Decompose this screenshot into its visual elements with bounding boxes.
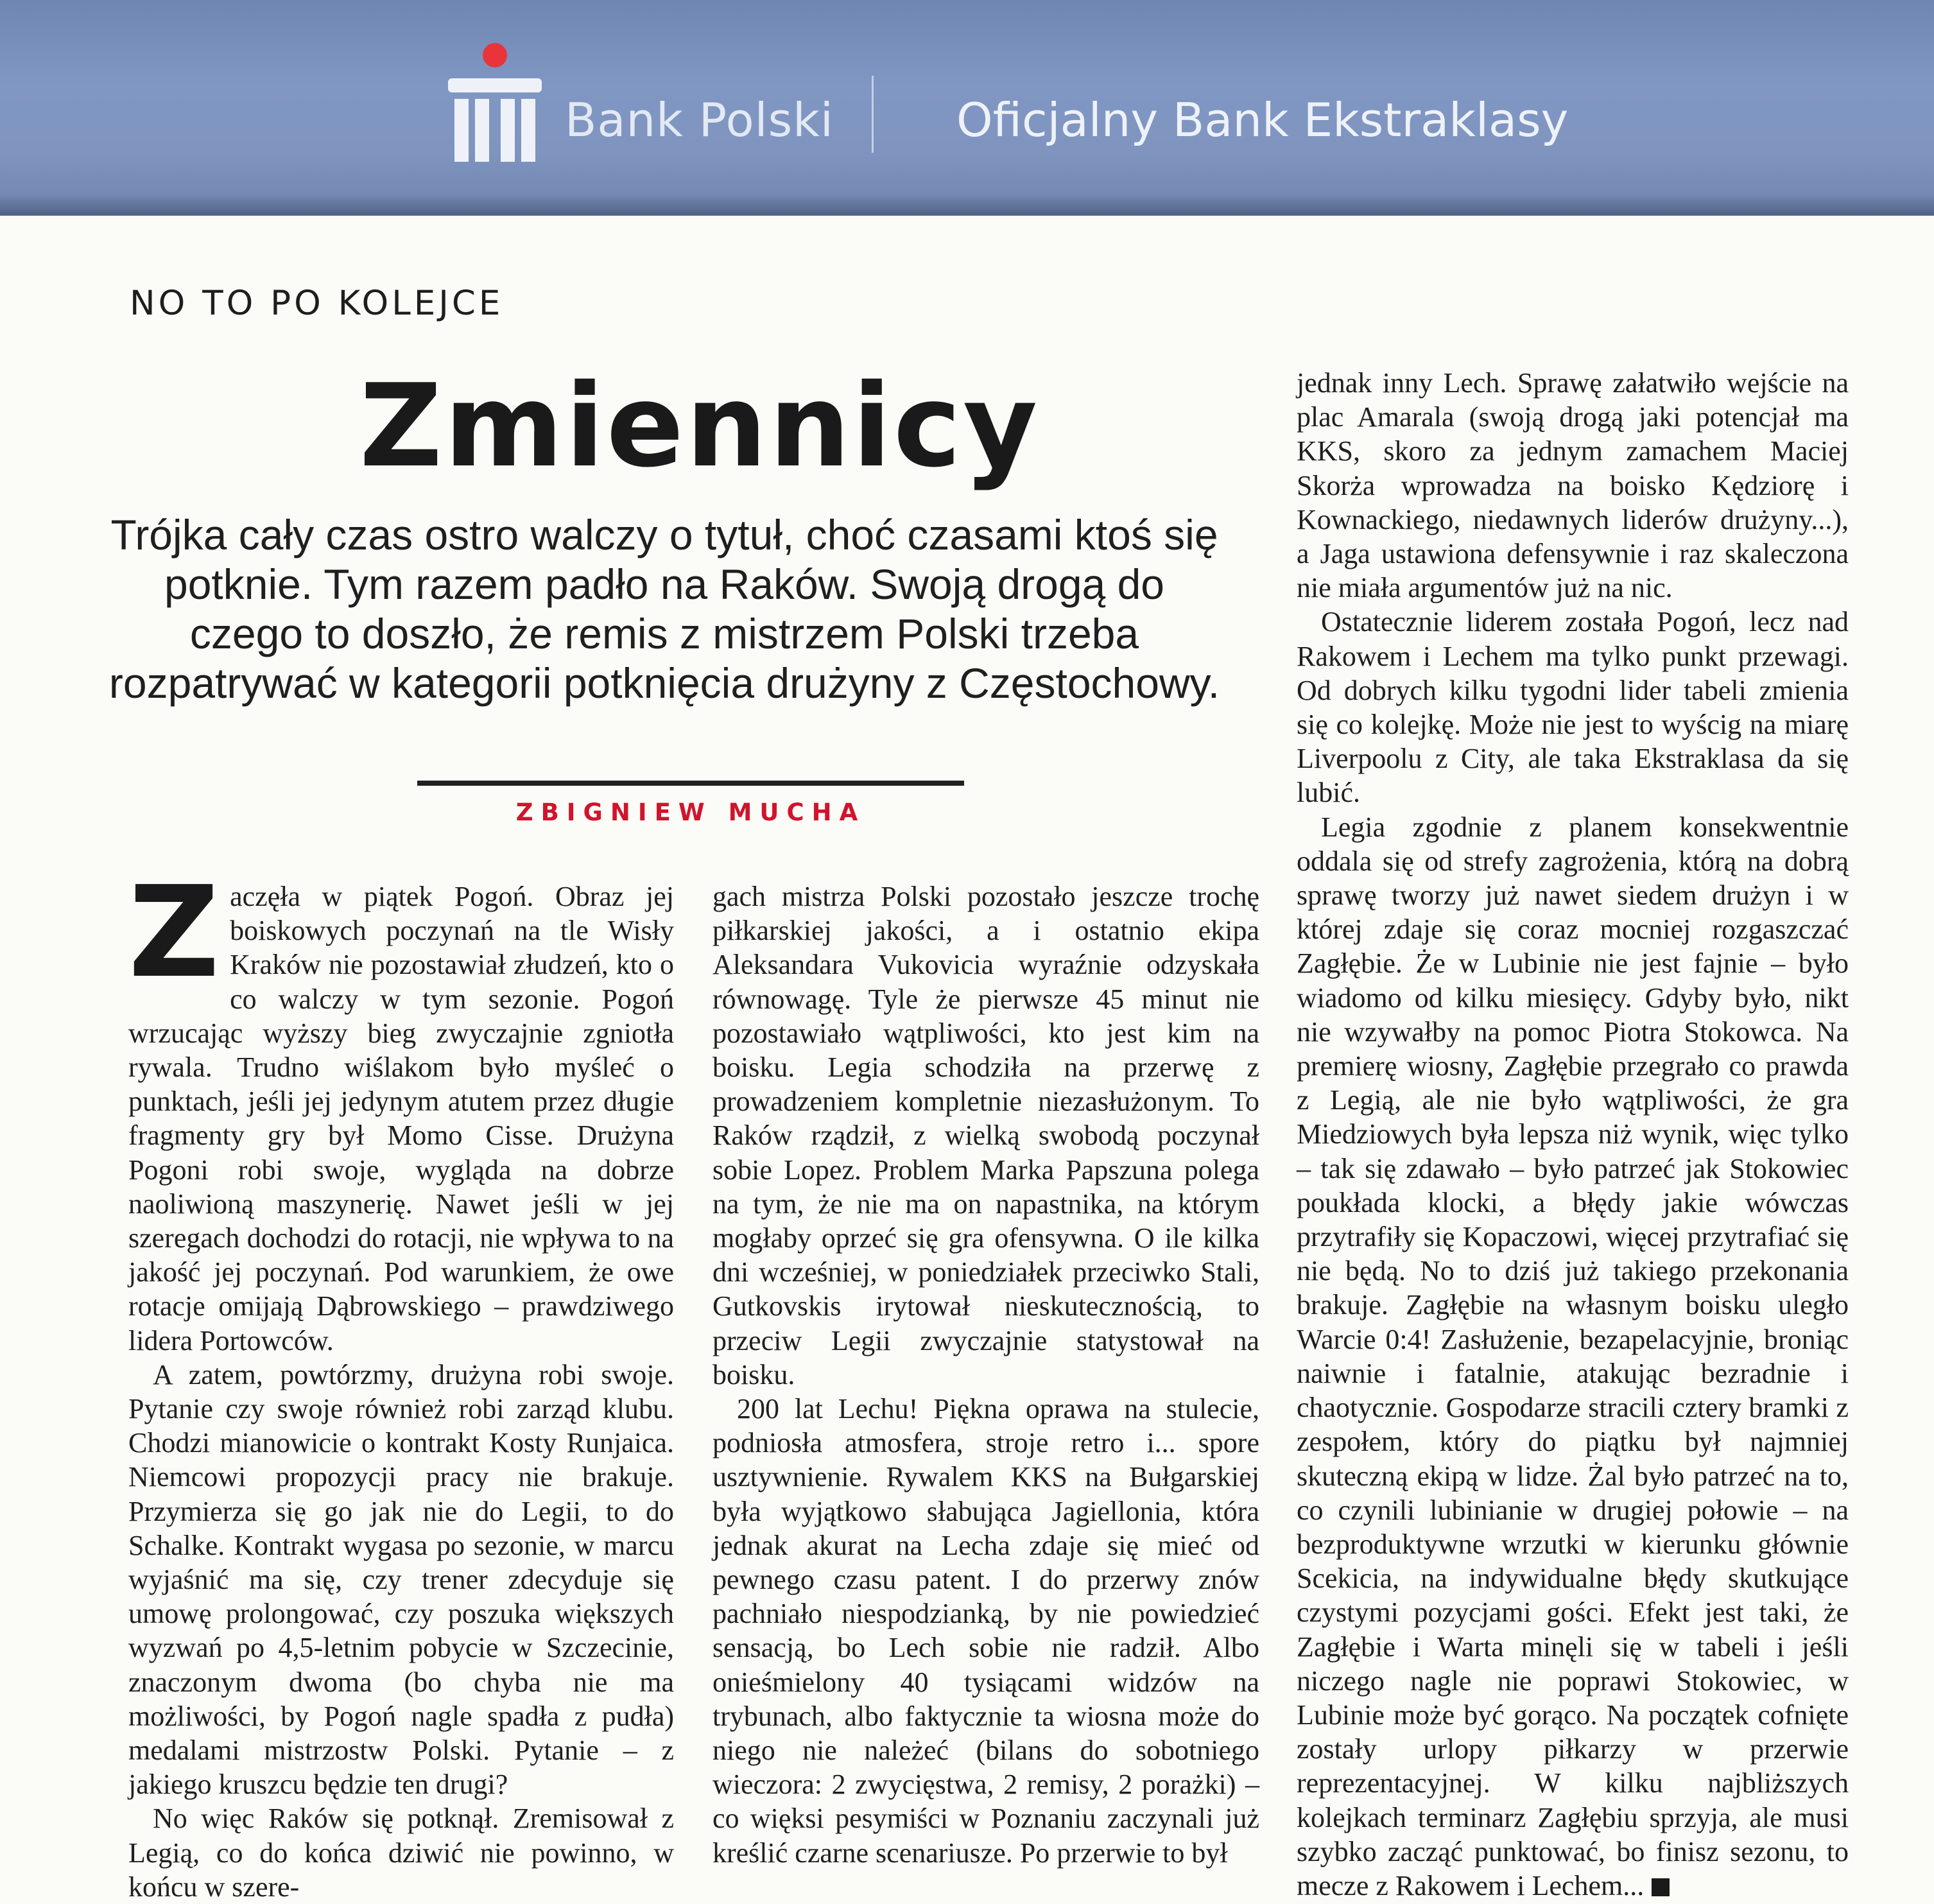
pko-logo-icon [444, 40, 546, 168]
paragraph: 200 lat Lechu! Piękna oprawa na stulecie, podniosła atmosfera, stroje retro i... spore usztywnienie. Rywalem KKS na Bułgarskiej była wyjątkowo słabująca Jagiellonia, która jednak akurat na Lecha zdaje się mieć od pewnego czasu patent. I do przerwy znów pachniało niespodzianką, by nie powiedzieć sensacją, bo Lech sobie nie radził. Albo onieśmielony 40 tysiącami widzów na trybunach, albo faktycznie ta wiosna może do niego nie należeć (bilans do sobotniego wieczora: 2 zwycięstwa, 2 remisy, 2 porażki) – co więksi pesymiści w Poznaniu zaczynali już kreślić czarne scenariusze. Po przerwie to był [712, 1393, 1259, 1869]
paragraph-text: Legia zgodnie z planem konsekwentnie oddala się od strefy zagrożenia, którą na dobrą sprawę tworzy już nawet siedem drużyn i w której zdaje się coraz mocniej rozgaszczać Zagłębie. Że w Lubinie nie jest fajnie – było wiadomo od kilku miesięcy. Gdyby było, nikt nie wzywałby na pomoc Piotra Stokowca. Na premierę wiosny, Zagłębie przegrało co prawda z Legią, ale nie było wątpliwości, że gra Miedziowych była lepsza niż wynik, więc tylko – tak się zdawało – było patrzeć jak Stokowiec poukłada klocki, a błędy jakie wówczas przytrafiły się Kopaczowi, więcej przytrafiać się nie będą. No to dziś już takiego przekonania brakuje. Zagłębie na własnym boisku uległo Warcie 0:4! Zasłużenie, bezapelacyjnie, broniąc naiwnie i fatalnie, atakując bezradnie i chaotycznie. Gospodarze stracili cztery bramki z zespołem, który do piątku był najmniej skuteczną ekipą w lidze. Żal było patrzeć na to, co czynili lubinianie w drugiej połowie – na bezproduktywne wrzutki w kierunku głównie Scekicia, na indywidualne błędy skutkujące czystymi pozycjami gości. Efekt jest taki, że Zagłębie i Warta minęli się w tabeli i jeśli niczego nagle nie poprawi Stokowiec, w Lubinie może być gorąco. Na początek cofnięte zostały urlopy piłkarzy w przerwie reprezentacyjnej. W kilku najbliższych kolejkach terminarz Zagłębiu sprzyja, ale musi szybko zacząć punktować, bo finisz sezonu, to mecze z Rakowem i Lechem... [1297, 811, 1849, 1901]
section-kicker: NO TO PO KOLEJCE [130, 284, 504, 323]
lead-divider [417, 781, 964, 786]
paragraph-text: aczęła w piątek Pogoń. Obraz jej boiskowych poczynań na tle Wisły Kraków nie pozostawiał złudzeń, kto o co walczy w tym sezonie. Pogoń wrzucając wyższy bieg zwyczajnie zgniotła rywala. Trudno wiślakom było myśleć o punktach, jeśli jej jedynym atutem przez długie fragmenty gry był Momo Cisse. Drużyna Pogoni robi swoje, wygląda na dobrze naoliwioną maszynerię. Nawet jeśli w jej szeregach dochodzi do rotacji, nie wpływa to na jakość jej poczynań. Pod warunkiem, że owe rotacje omijają Dąbrowskiego – prawdziwego lidera Portowców. [128, 881, 674, 1356]
article-column-3 [1297, 366, 1849, 1903]
end-of-article-icon [1652, 1878, 1670, 1896]
sponsor-banner [0, 0, 1934, 216]
paragraph: jednak inny Lech. Sprawę załatwiło wejście na plac Amarala (swoją drogą jaki potencjał ma KKS, skoro za jednym zamachem Maciej Skorża wprowadza na boisko Kędziorę i Kownackiego, niedawnych liderów drużyny...), a Jaga ustawiona defensywnie i raz skaleczona nie miała argumentów już na nic. [1297, 367, 1849, 604]
paragraph: A zatem, powtórzmy, drużyna robi swoje. Pytanie czy swoje również robi zarząd klubu. Chodzi mianowicie o kontrakt Kosty Runjaica. Niemcowi propozycji pracy nie brakuje. Przymierza się go jak nie do Legii, to do Schalke. Kontrakt wygasa po sezonie, w marcu wyjaśnić ma się, czy trener zdecyduje się umowę prolongować, czy poszuka większych wyzwań po 4,5-letnim pobycie w Szczecinie, znaczonym dwoma (bo chyba nie ma możliwości, by Pogoń nagle spadła z pudła) medalami mistrzostw Polski. Pytanie – z jakiego kruszcu będzie ten drugi? [128, 1358, 674, 1801]
bank-name: Bank Polski [565, 93, 834, 147]
paragraph: No więc Raków się potknął. Zremisował z Legią, co do końca dziwić nie powinno, w końcu w szere- [128, 1803, 674, 1903]
article-title: Zmiennicy [359, 359, 1040, 492]
banner-divider [872, 76, 874, 153]
article-lead: Trójka cały czas ostro walczy o tytuł, choć czasami ktoś się potknie. Tym razem padło na Raków. Swoją drogą do czego to doszło, że remis z mistrzem Polski trzeba rozpatrywać w kategorii potknięcia drużyny z Częstochowy. [108, 511, 1220, 707]
article-column-2 [712, 879, 1259, 1870]
drop-cap: Z [128, 860, 220, 1006]
paragraph: gach mistrza Polski pozostało jeszcze trochę piłkarskiej jakości, a i ostatnio ekipa Aleksandara Vukovicia wyraźnie odzyskała równowagę. Tyle że pierwsze 45 minut nie pozostawiało wątpliwości, kto jest kim na boisku. Legia schodziła na przerwę z prowadzeniem kompletnie niezasłużonym. To Raków rządził, z wielką swobodą poczynał sobie Lopez. Problem Marka Papszuna polega na tym, że nie ma on napastnika, na którym mogłaby oprzeć się gra ofensywna. O ile kilka dni wcześniej, w poniedziałek przeciwko Stali, Gutkovskis irytował nieskutecznością, to przeciw Legii zwyczajnie statystował na boisku. [712, 881, 1259, 1390]
paragraph: Ostatecznie liderem została Pogoń, lecz nad Rakowem i Lechem ma tylko punkt przewagi. Od dobrych kilku tygodni lider tabeli zmienia się co kolejkę. Może nie jest to wyścig na miarę Liverpoolu z City, ale taka Ekstraklasa da się lubić. [1297, 606, 1849, 809]
banner-slogan: Oficjalny Bank Ekstraklasy [956, 93, 1569, 147]
article-byline: ZBIGNIEW MUCHA [515, 799, 866, 826]
paragraph [1297, 810, 1849, 1903]
article-column-1 [128, 860, 674, 1904]
paragraph [128, 860, 674, 1358]
